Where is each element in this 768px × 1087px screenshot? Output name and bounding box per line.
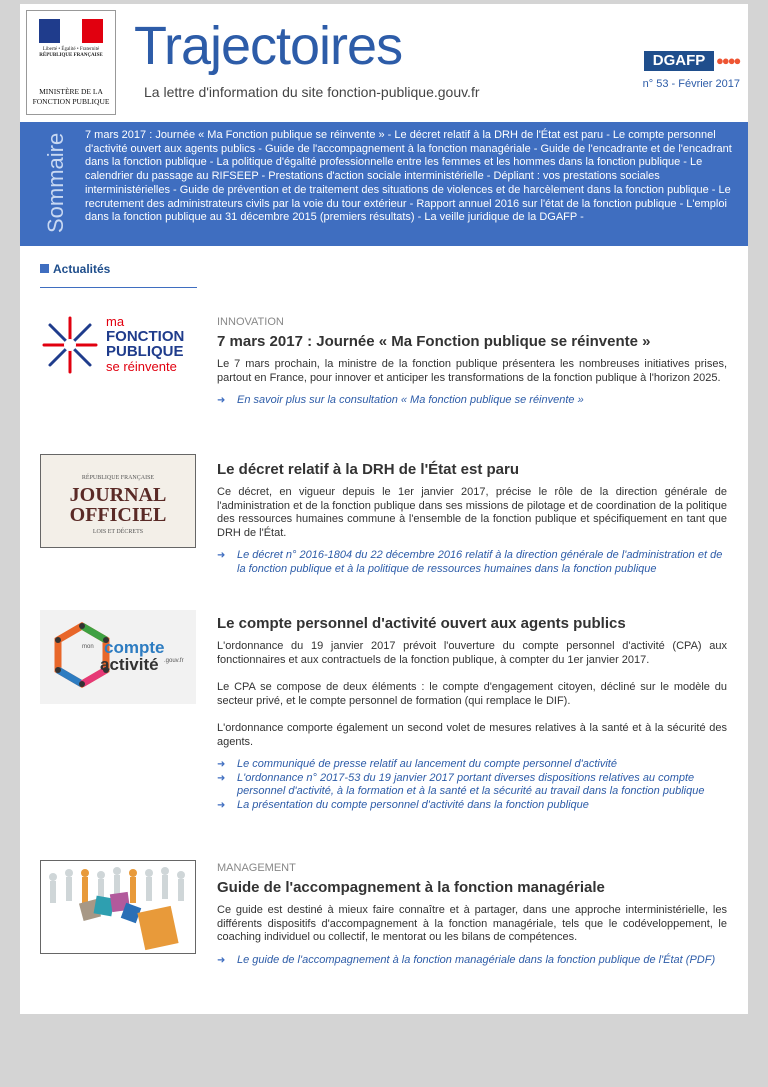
jo-line1: JOURNAL xyxy=(69,484,167,506)
sommaire-banner xyxy=(20,122,748,246)
article-3 xyxy=(217,615,727,812)
issue-number: n° 53 - Février 2017 xyxy=(642,78,740,90)
article-link[interactable]: ➜ Le guide de l'accompagnement à la fonction managériale dans la fonction publique de l'État (PDF) xyxy=(217,953,716,966)
jo-line2: OFFICIEL xyxy=(69,504,167,526)
ministry-name: MINISTÈRE DE LA FONCTION PUBLIQUE xyxy=(32,87,110,106)
article-title: 7 mars 2017 : Journée « Ma Fonction publique se réinvente » xyxy=(217,333,651,350)
square-bullet-icon xyxy=(40,264,49,273)
article-paragraph: L'ordonnance du 19 janvier 2017 prévoit l'ouverture du compte personnel d'activité (CPA) aux fonctionnaires et aux contractuels de la fonction publique, à compter du 1er janvier 2017. xyxy=(217,640,727,666)
article-paragraph: Le 7 mars prochain, la ministre de la fonction publique présentera les nombreuses initiatives prises, partout en France, pour innover et anticiper les transformations de la fonction publique à l'horizon 2025. xyxy=(217,358,727,384)
mfp-line2: FONCTION xyxy=(106,328,185,345)
article-title: Le compte personnel d'activité ouvert aux agents publics xyxy=(217,615,626,632)
people-icon: ●●●● xyxy=(716,53,740,68)
mfp-logo-image xyxy=(40,310,196,380)
article-link[interactable]: ➜ Le communiqué de presse relatif au lancement du compte personnel d'activité xyxy=(217,758,617,770)
starburst-icon xyxy=(40,310,100,380)
mfp-line3: PUBLIQUE xyxy=(106,343,184,360)
mfp-line1: ma xyxy=(106,314,125,329)
article-paragraph: Le CPA se compose de deux éléments : le compte d'engagement citoyen, décliné sur le modèle du secteur privé, et le compte personnel de formation (qui remplace le DIF). xyxy=(217,681,727,707)
arrow-right-icon: ➜ xyxy=(217,954,226,966)
section-divider xyxy=(40,287,197,288)
cpa-line1: compte xyxy=(104,638,165,657)
dgafp-logo xyxy=(644,51,740,75)
guide-cover-image xyxy=(40,860,196,954)
cpa-line2: activité xyxy=(100,655,159,674)
article-category: INNOVATION xyxy=(217,316,284,328)
article-paragraph: Ce décret, en vigueur depuis le 1er janvier 2017, précise le rôle de la direction générale de l'administration et de la fonction publique dans ses missions de pilotage et de coordination de la politique des ressources humaines commune à l'ensemble de la fonction publique et spécifiquement en tant que DRH de l'État. xyxy=(217,486,727,539)
article-4 xyxy=(217,862,727,967)
section-heading: Actualités xyxy=(40,262,110,276)
mfp-line4: se réinvente xyxy=(106,359,177,374)
article-link[interactable]: ➜ Le décret n° 2016-1804 du 22 décembre 2016 relatif à la direction générale de l'administration et de la fonction publique et à la politique de ressources humaines dans la fonction publique xyxy=(217,549,723,575)
article-1 xyxy=(217,316,727,408)
article-category: MANAGEMENT xyxy=(217,862,296,874)
jo-bottom: LOIS ET DÉCRETS xyxy=(92,529,144,535)
article-paragraph: Ce guide est destiné à mieux faire connaître et à partager, dans une approche interministérielle, les différents dispositifs d'accompagnement à la fonction managériale, tels que le codéveloppement, le coaching individuel ou collectif, le mentorat ou les bilans de compétences. xyxy=(217,904,727,943)
compte-activite-image xyxy=(40,610,196,704)
article-title: Guide de l'accompagnement à la fonction managériale xyxy=(217,879,605,896)
rf-motto: Liberté • Égalité • Fraternité RÉPUBLIQUE FRANÇAISE xyxy=(39,47,103,58)
article-link[interactable]: ➜ En savoir plus sur la consultation « Ma fonction publique se réinvente » xyxy=(217,394,584,406)
people-silhouettes-icon xyxy=(41,861,195,953)
marianne-flag-icon xyxy=(39,19,103,43)
arrow-right-icon: ➜ xyxy=(217,759,226,770)
jo-top: RÉPUBLIQUE FRANÇAISE xyxy=(81,475,155,481)
newsletter-page xyxy=(20,4,748,1014)
newsletter-subtitle: La lettre d'information du site fonction-publique.gouv.fr xyxy=(144,84,480,100)
article-2 xyxy=(217,461,727,576)
cpa-suffix: .gouv.fr xyxy=(164,658,184,664)
arrow-right-icon: ➜ xyxy=(217,799,226,811)
journal-officiel-image xyxy=(40,454,196,548)
article-link[interactable]: ➜ La présentation du compte personnel d'activité dans la fonction publique xyxy=(217,798,589,811)
newsletter-title: Trajectoires xyxy=(134,16,403,76)
article-title: Le décret relatif à la DRH de l'État est paru xyxy=(217,461,519,478)
sommaire-text[interactable]: 7 mars 2017 : Journée « Ma Fonction publique se réinvente » - Le décret relatif à la DRH de l'État est paru - Le compte personnel d'activité ouvert aux agents publics - Guide de l'accompagnement à la fonction managériale - Guide de l'encadrante et de l'encadrant dans la fonction publique - La politique d'égalité professionnelle entre les femmes et les hommes dans la fonction publique - Le calendrier du passage au RIFSEEP - Prestations d'action sociale interministérielle - Dépliant : vos prestations sociales interministérielles - Guide de prévention et de traitement des situations de violences et de harcèlement dans la fonction publique - Le recrutement des administrateurs civils par la voie du tour extérieur - Rapport annuel 2016 sur l'état de la fonction publique - L'emploi dans la fonction publique au 31 décembre 2015 (premiers résultats) - La veille juridique de la DGAFP - xyxy=(85,129,732,224)
arrow-right-icon: ➜ xyxy=(217,395,226,406)
sommaire-label: Sommaire xyxy=(43,132,68,233)
arrow-right-icon: ➜ xyxy=(217,772,226,784)
cpa-small: mon xyxy=(82,644,94,650)
arrow-right-icon: ➜ xyxy=(217,550,226,561)
article-link[interactable]: ➜ L'ordonnance n° 2017-53 du 19 janvier 2017 portant diverses dispositions relatives au compte personnel d'activité, à la formation et à la santé et la sécurité au travail dans la fonction publique xyxy=(217,771,705,797)
republique-francaise-logo xyxy=(26,10,116,115)
dgafp-label: DGAFP xyxy=(644,51,714,71)
article-paragraph: L'ordonnance comporte également un second volet de mesures relatives à la santé et à la sécurité des agents. xyxy=(217,722,727,748)
